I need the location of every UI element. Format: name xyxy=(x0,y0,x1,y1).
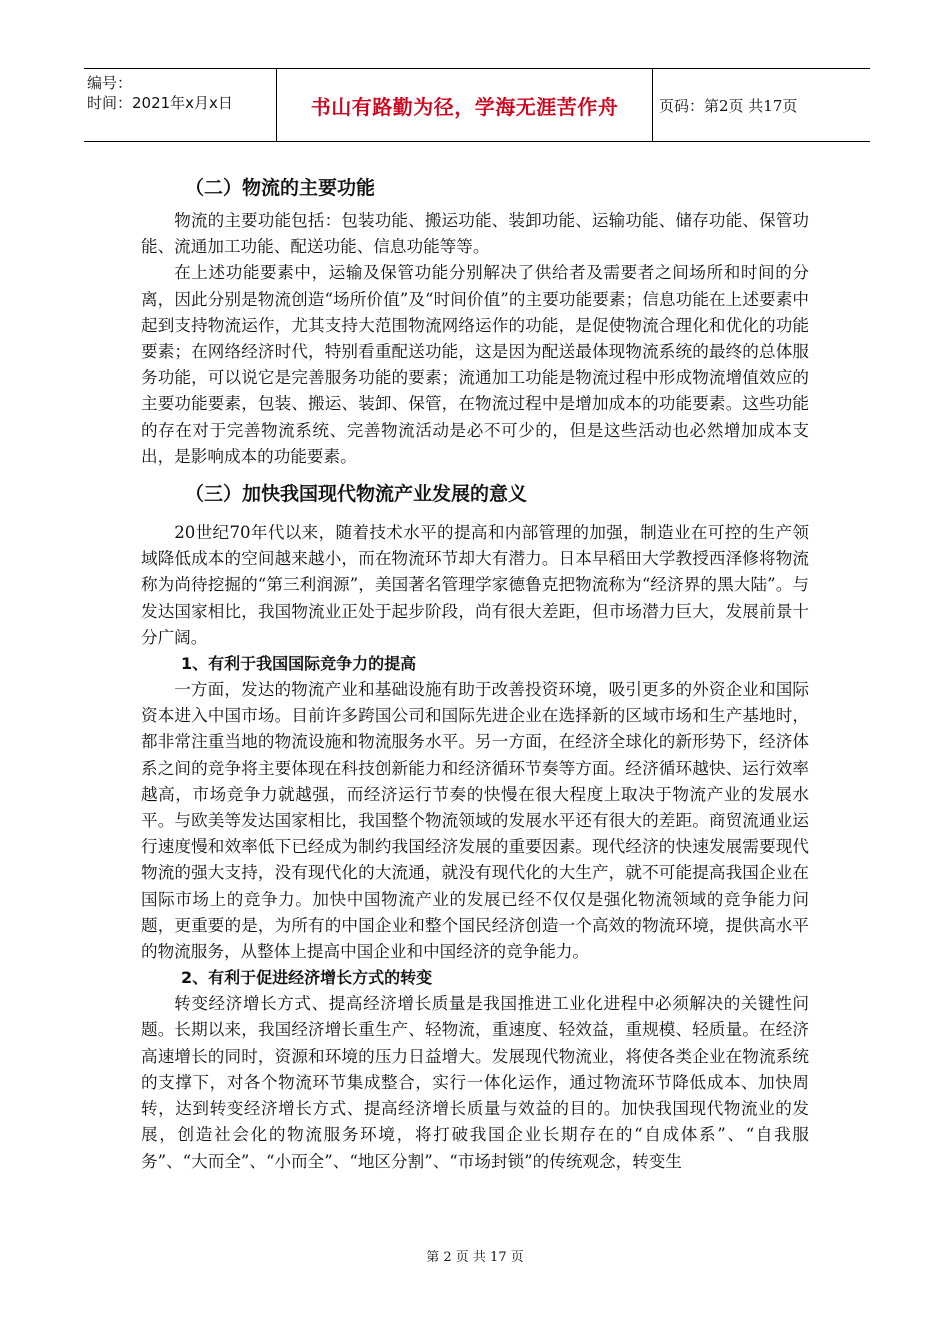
paragraph-functions-list: 物流的主要功能包括：包装功能、搬运功能、装卸功能、运输功能、储存功能、保管功能、流通加工功能、配送功能、信息功能等等。 xyxy=(141,211,809,257)
page-header xyxy=(84,68,870,142)
paragraph-growth-mode: 转变经济增长方式、提高经济增长质量是我国推进工业化进程中必须解决的关键性问题。长期以来，我国经济增长重生产、轻物流，重速度、轻效益，重规模、轻质量。在经济高速增长的同时，资源和环境的压力日益增大。发展现代物流业，将使各类企业在物流系统的支撑下，对各个物流环节集成整合，实行一体化运作，通过物流环节降低成本、加快周转，达到转变经济增长方式、提高经济增长质量与效益的目的。加快我国现代物流业的发展，创造社会化的物流服务环境，将打破我国企业长期存在的“自成体系”、“自我服务”、“大而全”、“小而全”、“地区分割”、“市场封锁”的传统观念，转变生 xyxy=(141,994,809,1171)
section-heading-significance: （三）加快我国现代物流产业发展的意义 xyxy=(185,483,528,506)
document-time-label: 时间：2021年x月x日 xyxy=(87,94,233,112)
subheading-growth-mode: 2、有利于促进经济增长方式的转变 xyxy=(181,968,433,988)
page-footer: 第 2 页 共 17 页 xyxy=(426,1250,524,1265)
document-number-label: 编号： xyxy=(87,74,133,92)
subheading-competitiveness: 1、有利于我国国际竞争力的提高 xyxy=(181,654,417,674)
header-meta xyxy=(84,69,277,141)
paragraph-competitiveness: 一方面，发达的物流产业和基础设施有助于改善投资环境，吸引更多的外资企业和国际资本进入中国市场。目前许多跨国公司和国际先进企业在选择新的区域市场和生产基地时，都非常注重当地的物流设施和物流服务水平。另一方面，在经济全球化的新形势下，经济体系之间的竞争将主要体现在科技创新能力和经济循环节奏等方面。经济循环越快、运行效率越高，市场竞争力就越强，而经济运行节奏的快慢在很大程度上取决于物流产业的发展水平。与欧美等发达国家相比，我国整个物流领域的发展水平还有很大的差距。商贸流通业运行速度慢和效率低下已经成为制约我国经济发展的重要因素。现代经济的快速发展需要现代物流的强大支持，没有现代化的大流通，就没有现代化的大生产，就不可能提高我国企业在国际市场上的竞争力。加快中国物流产业的发展已经不仅仅是强化物流领域的竞争能力问题，更重要的是，为所有的中国企业和整个国民经济创造一个高效的物流环境，提供高水平的物流服务，从整体上提高中国企业和中国经济的竞争能力。 xyxy=(141,680,809,962)
header-page-info: 页码：第2页 共17页 xyxy=(659,96,798,115)
paragraph-functions-analysis: 在上述功能要素中，运输及保管功能分别解决了供给者及需要者之间场所和时间的分离，因此分别是物流创造“场所价值”及“时间价值”的主要功能要素；信息功能在上述要素中起到支持物流运作，尤其支持大范围物流网络运作的功能，是促使物流合理化和优化的功能要素；在网络经济时代，特别看重配送功能，这是因为配送最体现物流系统的最终的总体服务功能，可以说它是完善服务功能的要素；流通加工功能是物流过程中形成物流增值效应的主要功能要素，包装、搬运、装卸、保管，在物流过程中是增加成本的功能要素。这些功能的存在对于完善物流系统、完善物流活动是必不可少的，但是这些活动也必然增加成本支出，是影响成本的功能要素。 xyxy=(141,263,809,466)
header-motto: 书山有路勤为径，学海无涯苦作舟 xyxy=(277,69,653,141)
paragraph-significance-intro: 20世纪70年代以来，随着技术水平的提高和内部管理的加强，制造业在可控的生产领域降低成本的空间越来越小，而在物流环节却大有潜力。日本早稻田大学教授西泽修将物流称为尚待挖掘的“第三利润源”，美国著名管理学家德鲁克把物流称为“经济界的黑大陆”。与发达国家相比，我国物流业正处于起步阶段，尚有很大差距，但市场潜力巨大，发展前景十分广阔。 xyxy=(141,523,809,647)
document-body xyxy=(141,168,809,1175)
section-heading-functions: （二）物流的主要功能 xyxy=(185,177,376,199)
